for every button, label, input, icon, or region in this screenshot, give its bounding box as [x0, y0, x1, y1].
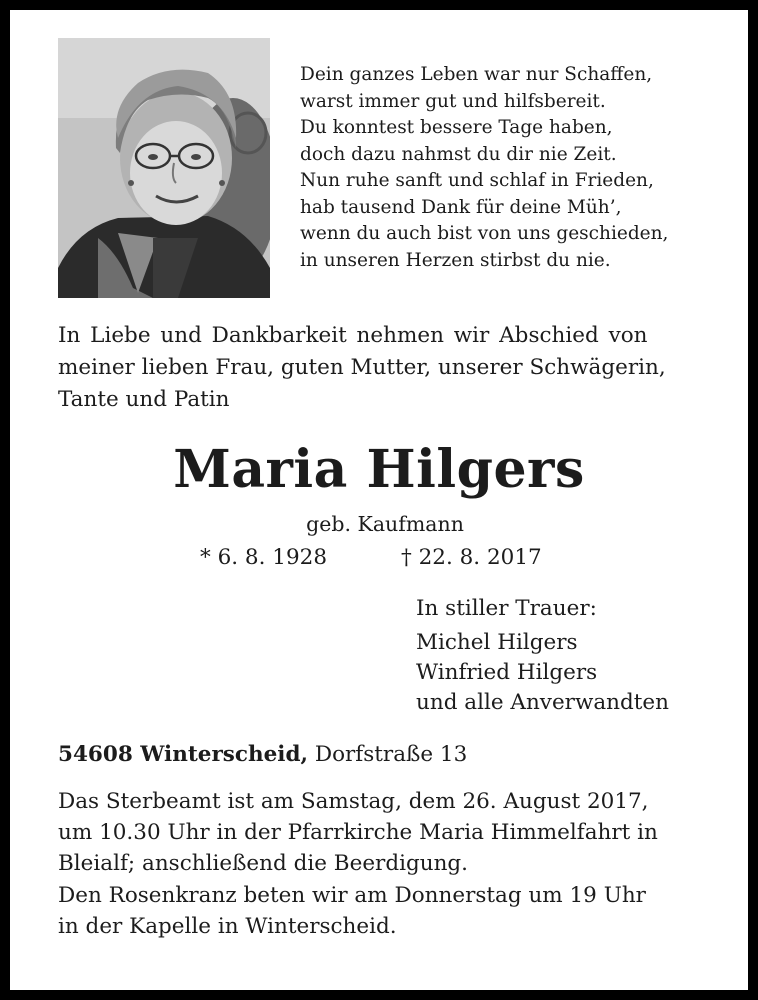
farewell-intro [58, 320, 708, 416]
address-city: 54608 Winterscheid, [58, 742, 308, 767]
obituary-page [10, 10, 748, 990]
poem-line: Dein ganzes Leben war nur Schaffen, [300, 64, 653, 85]
poem-line: Du konntest bessere Tage haben, [300, 117, 613, 138]
poem-line: doch dazu nahmst du dir nie Zeit. [300, 143, 617, 165]
poem-line: in unseren Herzen stirbst du nie. [300, 249, 611, 271]
funeral-notice-line: um 10.30 Uhr in der Pfarrkirche Maria Himmelfahrt in [58, 820, 658, 845]
poem-line: warst immer gut und hilfsbereit. [300, 90, 606, 112]
intro-line: In Liebe und Dankbarkeit nehmen wir Abschied von [58, 323, 648, 348]
mourner-name: Michel Hilgers [416, 630, 578, 655]
funeral-notice [58, 786, 718, 879]
deceased-name: Maria Hilgers [173, 439, 585, 500]
intro-line: meiner lieben Frau, guten Mutter, unserer Schwägerin, [58, 355, 666, 380]
rosary-notice [58, 880, 718, 942]
poem [300, 62, 730, 274]
death-date: † 22. 8. 2017 [401, 545, 542, 570]
mourner-name: Winfried Hilgers [416, 660, 598, 685]
address-street: Dorfstraße 13 [314, 742, 468, 767]
portrait-photo [58, 38, 270, 298]
rosary-notice-line: in der Kapelle in Winterscheid. [58, 914, 397, 939]
mourner-name: und alle Anverwandten [416, 690, 669, 715]
funeral-notice-line: Das Sterbeamt ist am Samstag, dem 26. August 2017, [58, 789, 649, 814]
rosary-notice-line: Den Rosenkranz beten wir am Donnerstag um 19 Uhr [58, 883, 646, 908]
funeral-notice-line: Bleialf; anschließend die Beerdigung. [58, 851, 469, 876]
poem-line: Nun ruhe sanft und schlaf in Frieden, [300, 170, 654, 191]
birth-date: * 6. 8. 1928 [200, 545, 327, 570]
poem-line: wenn du auch bist von uns geschieden, [300, 223, 669, 244]
address [58, 742, 467, 767]
portrait-photo-image [58, 38, 270, 298]
maiden-name: geb. Kaufmann [306, 512, 464, 536]
mourners-heading: In stiller Trauer: [416, 596, 597, 621]
poem-line: hab tausend Dank für deine Müh’, [300, 196, 622, 218]
intro-line: Tante und Patin [58, 387, 230, 412]
mourners-block [416, 594, 669, 718]
